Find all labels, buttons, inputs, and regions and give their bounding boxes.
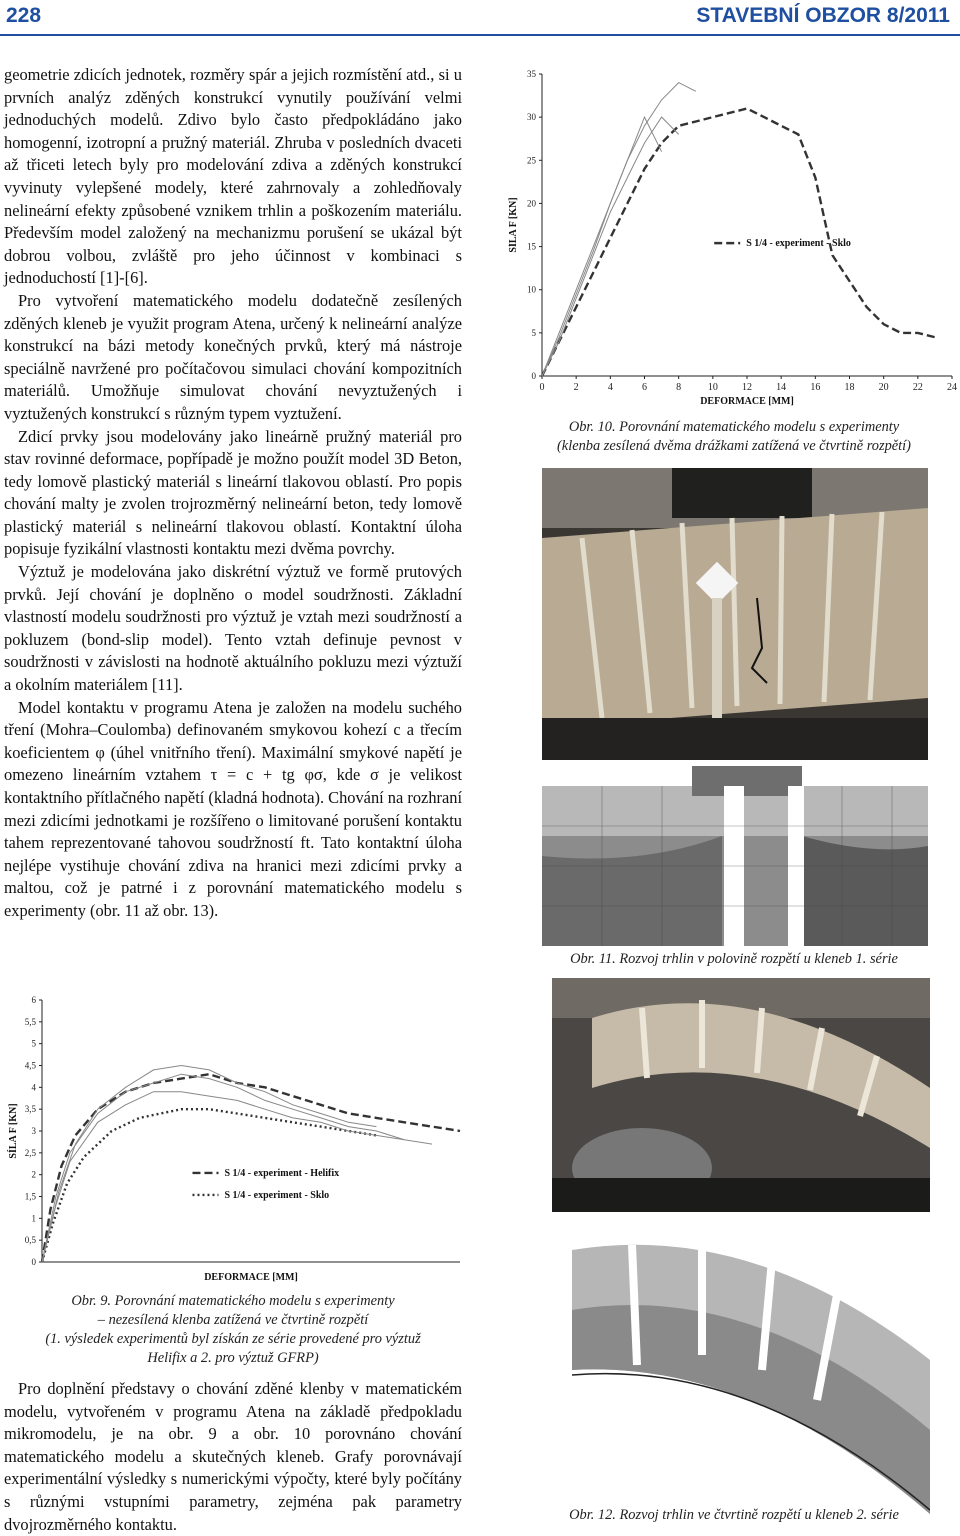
left-column-text: [4, 64, 462, 923]
x-tick-label: 12: [742, 382, 752, 393]
page-number: 228: [6, 4, 42, 27]
y-tick-label: 0: [531, 371, 536, 381]
y-tick-label: 6: [31, 995, 36, 1005]
figure-11-caption: Obr. 11. Rozvoj trhlin v polovině rozpětí u kleneb 1. série: [570, 951, 898, 967]
series-line: [42, 1066, 376, 1263]
y-tick-label: 15: [527, 241, 536, 252]
y-tick-label: 5: [531, 327, 536, 338]
y-tick-label: 4: [31, 1082, 36, 1093]
caption-line: (1. výsledek experimentů byl získán ze série provedené pro výztuž: [45, 1331, 421, 1347]
caption-line: (klenba zesílená dvěma drážkami zatížená ve čtvrtině rozpětí): [557, 438, 911, 454]
caption-line: – nezesílená klenba zatížená ve čtvrtině rozpětí: [97, 1312, 369, 1328]
y-axis-label: SÍLA F [KN]: [508, 197, 519, 253]
figure-10-chart: [508, 66, 960, 410]
figure-11-model: [542, 766, 928, 946]
y-tick-label: 25: [527, 155, 536, 166]
paragraph: geometrie zdicích jednotek, rozměry spár a jejich rozmístění atd., si u prvních analýz zděných konstrukcí vynutily používání velmi jednoduchých modelů. Zdivo bylo často předpokládáno jako homogenní, izotropní a pružný materiál. Zhruba v posledních dvaceti až třiceti letech byly pro modelování zdiva a zděných konstrukcí vyvinuty vylepšené modely, které zahrnovaly a zohledňovaly nelineární efekty způsobené vznikem trhlin a poškozením materiálu. Především model založený na mechanizmu porušení se ukázal být dobrou volbou, zvláště pro jeho účinnost v kombinaci s jednoduchostí [1]-[6].: [4, 65, 462, 288]
legend-label: S 1/4 - experiment - Sklo: [224, 1189, 330, 1201]
x-tick-label: 6: [642, 382, 647, 393]
y-tick-label: 0: [31, 1257, 36, 1267]
figure-10-caption: [508, 418, 960, 456]
paragraph: Zdicí prvky jsou modelovány jako lineárně pružný materiál pro stav rovinné deformace, popřípadě je možno použít model 3D Beton, tedy lomově plastický materiál s lineární tlakovou oblastí. Pro popis chování malty je zvolen trojrozměrný nelineární beton, tedy lomově plastický materiál s nelineární tlakovou oblastí. Kontaktní úloha popisuje fyzikální vlastnosti kontaktu mezi dvěma povrchy.: [4, 426, 462, 559]
figure-12-caption: Obr. 12. Rozvoj trhlin ve čtvrtině rozpětí u kleneb 2. série: [569, 1507, 899, 1523]
caption-line: Helifix a 2. pro výztuž GFRP): [147, 1350, 319, 1366]
y-tick-label: 1: [31, 1213, 36, 1224]
legend-label: S 1/4 - experiment - Sklo: [746, 238, 851, 250]
x-tick-label: 18: [844, 382, 855, 393]
paragraph: Pro vytvoření matematického modelu dodatečně zesílených zděných kleneb je využit program Atena, určený k nelineární analýze konstrukcí na bázi metody konečných prvků, který má nástroje speciálně navržené pro počítačovou simulaci chování kompozitních materiálů. Umožňuje simulovat chování nevyztužených i vyztužených konstrukcí s různým typem vyztužení.: [4, 290, 462, 423]
figure-12-photo: [552, 978, 930, 1212]
chart-9-svg: [4, 992, 474, 1288]
x-tick-label: 8: [676, 382, 682, 393]
y-tick-label: 5,5: [24, 1016, 36, 1027]
legend-label: S 1/4 - experiment - Helifix: [224, 1167, 340, 1179]
arch-photo-svg: [542, 468, 928, 760]
x-axis-label: DEFORMACE [MM]: [700, 396, 794, 407]
figure-9-caption: [4, 1292, 462, 1368]
figure-12-model: [552, 1240, 930, 1514]
y-tick-label: 0,5: [24, 1235, 36, 1246]
journal-title: STAVEBNÍ OBZOR 8/2011: [696, 4, 950, 27]
x-tick-label: 2: [573, 382, 579, 393]
fem-model-svg: [542, 766, 928, 946]
y-axis-label: SÍLA F [KN]: [8, 1103, 19, 1159]
x-tick-label: 22: [912, 382, 923, 393]
y-tick-label: 3,5: [24, 1104, 36, 1115]
y-tick-label: 2,5: [24, 1147, 36, 1158]
page-header: [0, 0, 960, 32]
figure-11-photo: [542, 468, 928, 760]
fem-model-2-svg: [552, 1240, 930, 1514]
y-tick-label: 20: [527, 198, 536, 209]
x-tick-label: 14: [776, 382, 787, 393]
x-tick-label: 0: [539, 382, 545, 393]
caption-line: Obr. 10. Porovnání matematického modelu s experimenty: [568, 419, 900, 435]
paragraph: Model kontaktu v programu Atena je založen na modelu suchého tření (Mohra–Coulomba) definovaném smykovou kohezí c a třecím koeficientem φ (úhel vnitřního tření). Maximální smykové napětí je omezeno lineárním vztahem τ = c + tg φσ, kde σ je velikost kontaktního přítlačného napětí (kladná hodnota). Chování na rozhraní mezi zdicími jednotkami je rozšířeno o limitované porušení kontaktu tahem reprezentované tahovou soudržností ft. Tato kontaktní úloha nejlépe vystihuje chování zdiva na hranici mezi zdicími prvky a maltou, což je patrné i z porovnání matematického modelu s experimenty (obr. 11 až obr. 13).: [4, 697, 462, 920]
series-line: [42, 1092, 404, 1262]
y-tick-label: 2: [31, 1169, 36, 1180]
x-tick-label: 4: [607, 382, 613, 393]
arch-photo-2-svg: [552, 978, 930, 1212]
bottom-text: [4, 1378, 462, 1536]
x-tick-label: 10: [707, 382, 718, 393]
series-line: [42, 1109, 376, 1262]
y-tick-label: 35: [527, 69, 536, 79]
figure-9-chart: [4, 992, 474, 1288]
header-rule: [0, 34, 960, 36]
paragraph: Pro doplnění představy o chování zděné klenby v matematickém modelu, vytvořeném v programu Atena na základě předpokladu mikromodelu, je na obr. 9 a obr. 10 porovnáno chování matematického modelu a skutečných kleneb. Grafy porovnávají experimentální výsledky s numerickými výpočty, které byly počítány s různými vstupními parametry, zejména pak parametry dvojrozměrného kontaktu.: [4, 1379, 462, 1534]
x-tick-label: 16: [810, 382, 821, 393]
x-axis-label: DEFORMACE [MM]: [204, 1272, 298, 1283]
caption-line: Obr. 9. Porovnání matematického modelu s experimenty: [71, 1293, 395, 1309]
y-tick-label: 4,5: [24, 1060, 36, 1071]
y-tick-label: 10: [527, 284, 536, 295]
paragraph: Výztuž je modelována jako diskrétní výztuž ve formě prutových prvků. Její chování je doplněno o model soudržnosti. Základní vlastností modelu soudržnosti pro výztuž je vztah mezi soudržností a pokluzem (bond-slip model). Tento vztah definuje pevnost v soudržnosti v závislosti na hodnotě aktuálního pokluzu mezi výztuží a okolním materiálem [11].: [4, 562, 462, 695]
chart-10-svg: [508, 66, 960, 410]
y-tick-label: 30: [527, 112, 536, 123]
y-tick-label: 1,5: [24, 1191, 36, 1202]
y-tick-label: 5: [31, 1038, 36, 1049]
x-tick-label: 20: [878, 382, 889, 393]
x-tick-label: 24: [947, 382, 957, 393]
y-tick-label: 3: [31, 1126, 36, 1136]
